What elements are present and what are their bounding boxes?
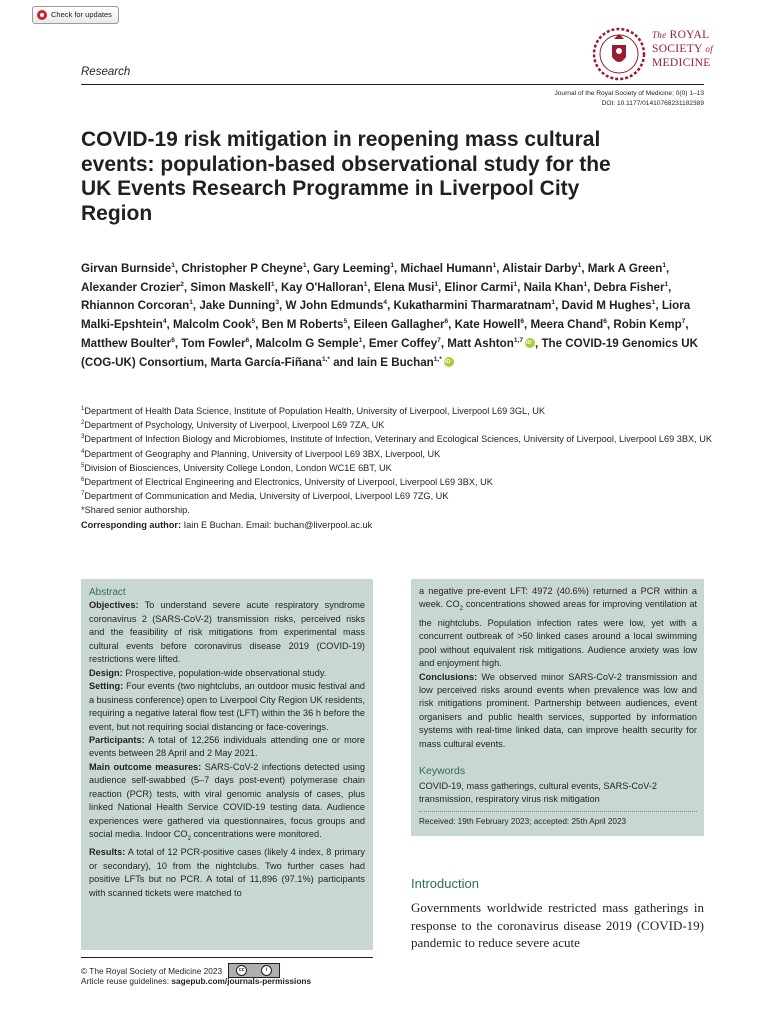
author-affiliation-marker: 1 [577, 262, 582, 269]
author-name: The COVID-19 Genomics UK (COG-UK) Consortium [81, 336, 699, 369]
affiliation-text: Department of Health Data Science, Institute of Population Health, University of Liverpool, Liverpool L69 3GL, UK [84, 406, 545, 416]
affiliation-number: 1 [81, 406, 85, 412]
author-affiliation-marker: 1 [662, 262, 666, 269]
author-affiliation-marker: 1 [583, 280, 588, 288]
affiliation-item [81, 489, 721, 503]
keywords-divider [419, 811, 697, 812]
author-name: Tom Fowler [181, 336, 246, 350]
author-name: Alistair Darby [502, 262, 578, 275]
author-name: Michael Humann [400, 262, 493, 275]
affiliation-text: Division of Biosciences, University College London, London WC1E 6BT, UK [84, 462, 392, 473]
author-affiliation-marker: 5 [251, 318, 256, 326]
author-affiliation-marker: 1 [434, 280, 439, 288]
affiliation-number: 3 [81, 434, 85, 441]
abstract-setting: Setting: Four events (two nightclubs, an outdoor music festival and a business conference) open to Liverpool City Region UK residents, requiring a negative lateral flow test (LFT) within the 36 h before the event, but not requiring social distancing or face-coverings. [89, 681, 365, 732]
orcid-icon[interactable] [525, 338, 535, 348]
author-affiliation-marker: 1 [651, 299, 656, 307]
abstract-objectives: Objectives: To understand severe acute respiratory syndrome coronavirus 2 (SARS-CoV-2) transmission risks, perceived risks and the feasibility of risk mitigations from experimental mass cultural events before coronavirus disease 2019 (COVID-19) restrictions were lifted. [89, 600, 365, 665]
author-name: Kukatharmini Tharmaratnam [393, 299, 552, 313]
abstract-design: Design: Prospective, population-wide observational study. [89, 667, 327, 678]
author-name: Girvan Burnside [81, 262, 172, 275]
author-name: Kay O'Halloran [281, 280, 364, 294]
author-name: Eileen Gallagher [353, 318, 445, 332]
author-name: Mark A Green [587, 262, 663, 275]
author-name: Emer Coffey [368, 336, 438, 350]
affiliation-item [81, 461, 721, 475]
author-name: Gary Leeming [313, 262, 391, 275]
abstract-column-right [419, 585, 697, 751]
author-affiliation-marker: 1 [189, 299, 193, 307]
abstract-results-continued: a negative pre-event LFT: 4972 (40.6%) returned a PCR within a week. $CO_2$ concentrations showed areas for improving ventilation at the nightclubs. Population infection rates were low, yet with a concurrent outbreak of >50 linked cases around a local swimming pool without equivalent risk mitigations. Audience anxiety was low and enjoyment high. [419, 586, 698, 669]
corresponding-author-label: Corresponding author: [81, 519, 182, 530]
crossmark-icon [37, 10, 47, 20]
author-name: Naila Khan [523, 280, 584, 294]
royal-society-crest-icon [592, 27, 646, 81]
by-icon: i [261, 965, 272, 976]
author-affiliation-marker: 7 [437, 336, 441, 344]
affiliation-list [81, 404, 721, 503]
author-affiliation-marker: 1 [358, 336, 363, 344]
journal-citation-line: Journal of the Royal Society of Medicine; 0(0) 1–13 [554, 90, 704, 97]
affiliation-item [81, 432, 721, 446]
author-affiliation-marker: 1,7 [513, 336, 523, 344]
affiliation-text: Department of Psychology, University of Liverpool, Liverpool L69 7ZA, UK [84, 420, 385, 431]
copyright-text: © The Royal Society of Medicine 2023 [81, 965, 223, 976]
author-affiliation-marker: 1 [664, 280, 669, 288]
abstract-results: Results: A total of 12 PCR-positive cases (likely 4 index, 8 primary or secondary), 10 from the nightclubs. Two further cases had positive LFTs but no PCR. A total of 11,896 (97.1%) participants with scanned tickets were matched to [89, 847, 365, 898]
author-name: David M Hughes [561, 299, 652, 313]
author-name: Ben M Roberts [261, 318, 344, 332]
author-affiliation-marker: 6 [245, 336, 250, 344]
author-name: Liora Malki-Epshtein [81, 299, 691, 332]
affiliation-text: Department of Electrical Engineering and Electronics, University of Liverpool, Liverpool L69 3BX, UK [84, 477, 493, 488]
abstract-column-left [89, 586, 365, 900]
author-affiliation-marker: 1 [390, 262, 395, 269]
check-for-updates-label: Check for updates [51, 10, 112, 19]
header-rule [81, 84, 704, 85]
author-name: Matt Ashton [447, 336, 514, 350]
shared-authorship-note: *Shared senior authorship. [81, 505, 190, 516]
introduction-text: Governments worldwide restricted mass gatherings in response to the coronavirus disease 2019 (COVID-19) pandemic to reduce severe acute [411, 900, 704, 950]
author-affiliation-marker: 2 [180, 280, 184, 288]
affiliation-item [81, 418, 721, 432]
affiliation-text: Department of Geography and Planning, University of Liverpool L69 3BX, Liverpool, UK [84, 448, 441, 459]
journal-citation [554, 89, 704, 109]
affiliations [81, 404, 721, 532]
affiliation-number: 7 [81, 491, 85, 498]
author-name: Rhiannon Corcoran [81, 299, 190, 313]
affiliation-number: 4 [81, 448, 85, 455]
abstract-participants: Participants: A total of 12,256 individuals attending one or more events between 28 April and 2 May 2021. [89, 734, 366, 759]
author-affiliation-marker: 3 [275, 299, 280, 307]
author-affiliation-marker: 5 [343, 318, 348, 326]
abstract-heading: Abstract [89, 587, 126, 598]
article-title: COVID-19 risk mitigation in reopening mass cultural events: population-based observational study for the UK Events Research Programme in Liverpool City Region [81, 128, 611, 225]
abstract-outcome-measures: Main outcome measures: SARS-CoV-2 infections detected using audience self-swabbed (5–7 days post-event) polymerase chain reaction (PCR) tests, with viral genomic analysis of cases, plus linked National Health Service COVID-19 testing data. Audience experiences were gathered via questionnaires, focus groups and social media. Indoor $CO_2$ concentrations were monitored. [89, 761, 365, 842]
author-name: Meera Chand [530, 318, 604, 332]
author-affiliation-marker: 1 [171, 262, 175, 269]
keywords-text: COVID-19, mass gatherings, cultural events, SARS-CoV-2 transmission, respiratory virus risk mitigation [419, 781, 657, 805]
author-affiliation-marker: 1 [302, 262, 307, 269]
corresponding-author [81, 518, 721, 532]
author-name: Iain E Buchan [357, 355, 434, 369]
author-name: Elinor Carmi [444, 280, 514, 294]
author-name: W John Edmunds [285, 299, 384, 313]
affiliation-item [81, 447, 721, 461]
author-affiliation-marker: 6 [444, 318, 449, 326]
author-name: Elena Musi [373, 280, 435, 294]
author-affiliation-marker: 1,* [433, 355, 442, 363]
author-name: Robin Kemp [613, 318, 682, 332]
author-name: Malcolm G Semple [255, 336, 359, 350]
author-name: Debra Fisher [593, 280, 665, 294]
author-list: Girvan Burnside$^1$, Christopher P Cheyne$^1$, Gary Leeming$^1$, Michael Humann$^1$, Alistair Darby$^1$, Mark A Green$^1$, Alexander Crozier$^2$, Simon Maskell$^1$, Kay O'Halloran$^1$, Elena Musi$^1$, Elinor Carmi$^1$, Naila Khan$^1$, Debra Fisher$^1$, Rhiannon Corcoran$^1$, Jake Dunning$^3$, W John Edmunds$^4$, Kukatharmini Tharmaratnam$^1$, David M Hughes$^1$, Liora Malki-Epshtein$^4$, Malcolm Cook$^5$, Ben M Roberts$^5$, Eileen Gallagher$^6$, Kate Howell$^6$, Meera Chand$^6$, Robin Kemp$^7$, Matthew Boulter$^6$, Tom Fowler$^6$, Malcolm G Semple$^1$, Emer Coffey$^7$, Matt Ashton$^{1,7}$iD , The COVID-19 Genomics UK (COG-UK) Consortium, Marta García-Fiñana$^{1,*}$ and Iain E Buchan$^{1,*}$iD [81, 260, 721, 372]
reuse-label: Article reuse guidelines: [81, 976, 170, 986]
royal-society-logo-text: The ROYAL SOCIETY of MEDICINE [652, 29, 714, 69]
affiliation-number: 2 [81, 420, 85, 427]
author-affiliation-marker: 6 [520, 318, 524, 326]
affiliation-number: 5 [81, 462, 85, 469]
section-label: Research [81, 66, 131, 78]
introduction-heading: Introduction [411, 876, 479, 891]
author-name: Jake Dunning [199, 299, 276, 313]
affiliation-item [81, 404, 721, 418]
author-name: Matthew Boulter [81, 336, 172, 350]
affiliation-text: Department of Infection Biology and Microbiomes, Institute of Infection, Veterinary and Ecological Sciences, University of Liverpool, Liverpool L69 3BX, UK [84, 434, 712, 445]
abstract-conclusions: Conclusions: We observed minor SARS-CoV-2 transmission and low perceived risks around events when prevalence was low and risk mitigations prominent. Partnership between audiences, event organisers and public health services, supported by information systems with real-time linked data, can improve health security for mass cultural events. [419, 671, 697, 749]
author-name: Marta García-Fiñana [210, 355, 322, 369]
reuse-link[interactable]: sagepub.com/journals-permissions [171, 976, 312, 986]
footer-rule [81, 957, 373, 958]
affiliation-item [81, 475, 721, 489]
orcid-icon[interactable] [444, 357, 454, 367]
author-affiliation-marker: 1 [492, 262, 497, 269]
author-affiliation-marker: 4 [162, 318, 167, 326]
author-affiliation-marker: 6 [603, 318, 607, 326]
affiliation-text: Department of Communication and Media, University of Liverpool, Liverpool L69 7ZG, UK [84, 491, 449, 502]
keywords-heading: Keywords [419, 765, 466, 777]
author-name: Malcolm Cook [172, 318, 252, 332]
doi-text: DOI: 10.1177/01410768231182389 [601, 100, 704, 107]
author-affiliation-marker: 1 [270, 280, 275, 288]
check-for-updates-button[interactable] [32, 6, 119, 24]
author-affiliation-marker: 6 [171, 336, 175, 344]
footer-reuse [81, 976, 311, 986]
author-name: Kate Howell [454, 318, 521, 332]
author-affiliation-marker: 1 [551, 299, 556, 307]
affiliation-number: 6 [81, 477, 85, 484]
author-affiliation-marker: 1 [513, 280, 518, 288]
received-dates: Received: 19th February 2023; accepted: 25th April 2023 [419, 817, 627, 826]
author-affiliation-marker: 1,* [321, 355, 331, 363]
cc-icon: cc [236, 965, 247, 976]
corresponding-author-text: Iain E Buchan. Email: buchan@liverpool.ac.uk [183, 519, 373, 530]
author-name: Alexander Crozier [81, 280, 181, 294]
author-affiliation-marker: 4 [383, 299, 388, 307]
author-name: Christopher P Cheyne [181, 262, 303, 275]
author-affiliation-marker: 7 [681, 318, 686, 326]
author-affiliation-marker: 1 [363, 280, 368, 288]
author-name: Simon Maskell [190, 280, 271, 294]
